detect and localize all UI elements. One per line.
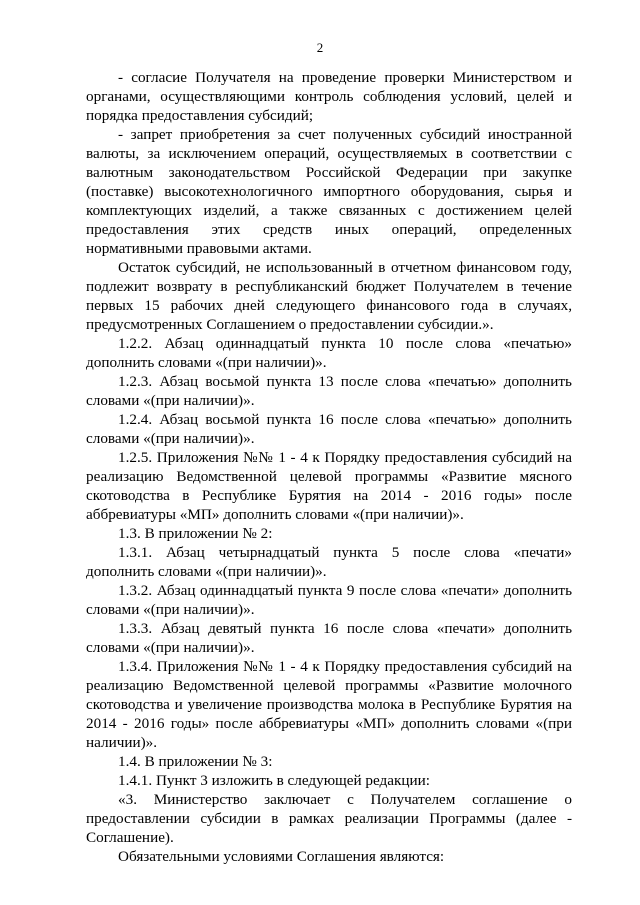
paragraph-1-3-4: 1.3.4. Приложения №№ 1 - 4 к Порядку предоставления субсидий на реализацию Ведомственной целевой программы «Развитие молочного скотоводства и увеличение производства молока в Республике Бурятия на 2014 - 2016 годы» после аббревиатуры «МП» дополнить словами «(при наличии)». (86, 658, 572, 751)
paragraph-1-2-4: 1.2.4. Абзац восьмой пункта 16 после слова «печатью» дополнить словами «(при наличии)». (86, 411, 572, 447)
paragraph-1-4: 1.4. В приложении № 3: (118, 753, 273, 770)
paragraph-1-4-1: 1.4.1. Пункт 3 изложить в следующей редакции: (118, 772, 431, 789)
paragraph-1-2-5: 1.2.5. Приложения №№ 1 - 4 к Порядку предоставления субсидий на реализацию Ведомственной целевой программы «Развитие мясного скотоводства в Республике Бурятия на 2014 - 2016 годы» после аббревиатуры «МП» дополнить словами «(при наличии)». (86, 449, 572, 523)
paragraph-1-3-2: 1.3.2. Абзац одиннадцатый пункта 9 после слова «печати» дополнить словами «(при наличии)». (86, 582, 572, 618)
page-number: 2 (316, 40, 324, 55)
paragraph-mandatory-conditions: Обязательными условиями Соглашения являются: (118, 848, 445, 865)
paragraph-currency-prohibition: - запрет приобретения за счет полученных субсидий иностранной валюты, за исключением операций, осуществляемых в соответствии с валютным законодательством Российской Федерации при закупке (поставке) высокотехнологичного импортного оборудования, сырья и комплектующих изделий, а также связанных с достижением целей предоставления этих средств иных операций, определенных нормативными правовыми актами. (86, 126, 572, 257)
paragraph-quoted-clause-3: «3. Министерство заключает с Получателем соглашение о предоставлении субсидии в рамках реализации Программы (далее - Соглашение). (86, 791, 572, 846)
paragraph-1-2-2: 1.2.2. Абзац одиннадцатый пункта 10 после слова «печатью» дополнить словами «(при наличии)». (86, 335, 572, 371)
document-body (86, 68, 572, 866)
paragraph-consent-inspection: - согласие Получателя на проведение проверки Министерством и органами, осуществляющими контроль соблюдения условий, целей и порядка предоставления субсидий; (86, 69, 572, 124)
paragraph-1-3-3: 1.3.3. Абзац девятый пункта 16 после слова «печати» дополнить словами «(при наличии)». (86, 620, 572, 656)
paragraph-subsidy-remainder: Остаток субсидий, не использованный в отчетном финансовом году, подлежит возврату в республиканский бюджет Получателем в течение первых 15 рабочих дней следующего финансового года в случаях, предусмотренных Соглашением о предоставлении субсидии.». (86, 259, 572, 333)
paragraph-1-3-1: 1.3.1. Абзац четырнадцатый пункта 5 после слова «печати» дополнить словами «(при наличии)». (86, 544, 572, 580)
paragraph-1-2-3: 1.2.3. Абзац восьмой пункта 13 после слова «печатью» дополнить словами «(при наличии)». (86, 373, 572, 409)
paragraph-1-3: 1.3. В приложении № 2: (118, 525, 273, 542)
